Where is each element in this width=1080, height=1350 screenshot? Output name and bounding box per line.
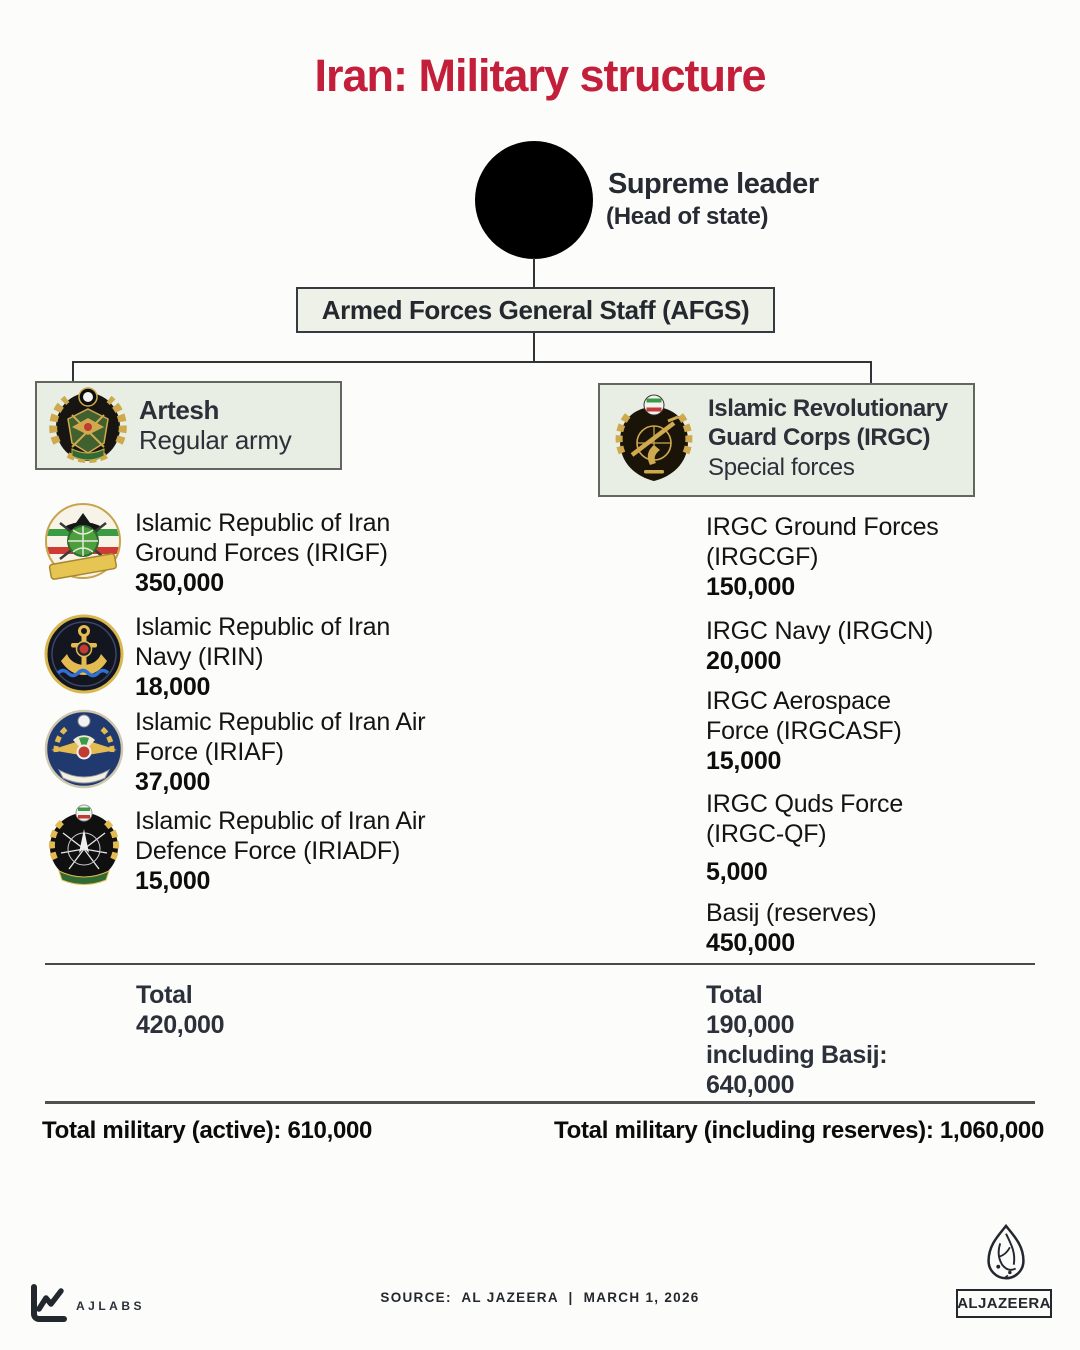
branch-irgc-name-line1: Islamic Revolutionary — [708, 395, 948, 422]
force-name-line: (IRGC-QF) — [706, 820, 827, 848]
force-name-line: IRGC Quds Force — [706, 790, 904, 818]
connector-drop-irgc — [870, 361, 872, 385]
force-value: 18,000 — [135, 673, 211, 701]
page-title: Iran: Military structure — [314, 50, 766, 101]
connector-leader-afgs — [533, 258, 535, 288]
force-name-line: Ground Forces (IRIGF) — [135, 539, 388, 567]
branch-box-artesh — [35, 381, 342, 470]
supreme-leader-role: (Head of state) — [606, 203, 769, 230]
aljazeera-wordmark — [956, 1289, 1052, 1318]
total-label: Total — [136, 981, 193, 1009]
total-extra-value: 640,000 — [706, 1071, 795, 1099]
total-irgc — [706, 980, 887, 1100]
force-item-iriadf — [135, 806, 515, 896]
force-name-line: Defence Force (IRIADF) — [135, 837, 401, 865]
iriaf-emblem-icon — [43, 708, 125, 795]
force-value: 37,000 — [135, 768, 211, 796]
irigf-emblem-icon — [42, 501, 124, 594]
afgs-box — [296, 287, 775, 333]
force-value: 15,000 — [706, 747, 782, 775]
force-name-line: Islamic Republic of Iran — [135, 613, 391, 641]
force-name-line: Force (IRGCASF) — [706, 717, 902, 745]
total-extra-label: including Basij: — [706, 1041, 888, 1069]
connector-afgs-split — [533, 333, 535, 362]
force-value: 15,000 — [135, 867, 211, 895]
aljazeera-flame-icon — [984, 1224, 1028, 1291]
force-item-irin — [135, 612, 495, 702]
ajlabs-label: AJLABS — [76, 1298, 146, 1313]
connector-drop-artesh — [72, 361, 74, 382]
force-value: 150,000 — [706, 573, 795, 601]
force-name-line: Islamic Republic of Iran — [135, 509, 391, 537]
force-value: 5,000 — [706, 858, 768, 886]
artesh-emblem-icon — [42, 385, 134, 472]
force-value: 450,000 — [706, 929, 795, 957]
force-name-line: Navy (IRIN) — [135, 643, 264, 671]
source-line: SOURCE: AL JAZEERA | MARCH 1, 2026 — [380, 1290, 700, 1305]
branch-irgc-name-line2: Guard Corps (IRGC) — [708, 424, 931, 451]
branch-artesh-type: Regular army — [139, 425, 292, 455]
force-name-line: Islamic Republic of Iran Air — [135, 807, 426, 835]
total-value: 420,000 — [136, 1011, 225, 1039]
supreme-leader-name: Supreme leader — [608, 168, 819, 200]
grand-total-active: Total military (active): 610,000 — [42, 1117, 373, 1144]
iriadf-emblem-icon — [43, 803, 125, 896]
branch-artesh-name: Artesh — [139, 395, 219, 425]
force-item-irgcn — [706, 616, 1026, 676]
total-value: 190,000 — [706, 1011, 795, 1039]
force-item-irgcasf — [706, 686, 1026, 776]
divider-top — [45, 963, 1035, 965]
total-label: Total — [706, 981, 763, 1009]
irin-emblem-icon — [44, 613, 124, 700]
afgs-label: Armed Forces General Staff (AFGS) — [321, 294, 750, 325]
connector-horizontal — [72, 361, 872, 363]
force-value: 350,000 — [135, 569, 224, 597]
force-item-irgcqf — [706, 789, 1026, 887]
divider-bottom — [45, 1101, 1035, 1104]
total-artesh — [136, 980, 224, 1040]
force-name-line: Basij (reserves) — [706, 899, 877, 927]
force-name-line: Islamic Republic of Iran Air — [135, 708, 426, 736]
branch-irgc-type: Special forces — [708, 454, 855, 481]
force-item-irigf — [135, 508, 495, 598]
irgc-emblem-icon — [608, 391, 700, 492]
aljazeera-label: ALJAZEERA — [957, 1295, 1051, 1312]
force-name-line: (IRGCGF) — [706, 543, 819, 571]
force-name-line: IRGC Ground Forces — [706, 513, 939, 541]
force-item-irgcgf — [706, 512, 1026, 602]
force-name-line: Force (IRIAF) — [135, 738, 284, 766]
force-value: 20,000 — [706, 647, 782, 675]
force-item-iriaf — [135, 707, 515, 797]
force-item-basij — [706, 898, 1026, 958]
grand-total-reserves: Total military (including reserves): 1,060,000 — [554, 1117, 1044, 1144]
supreme-leader-photo — [475, 141, 593, 259]
force-name-line: IRGC Navy (IRGCN) — [706, 617, 934, 645]
force-name-line: IRGC Aerospace — [706, 687, 891, 715]
branch-box-irgc — [598, 383, 975, 497]
